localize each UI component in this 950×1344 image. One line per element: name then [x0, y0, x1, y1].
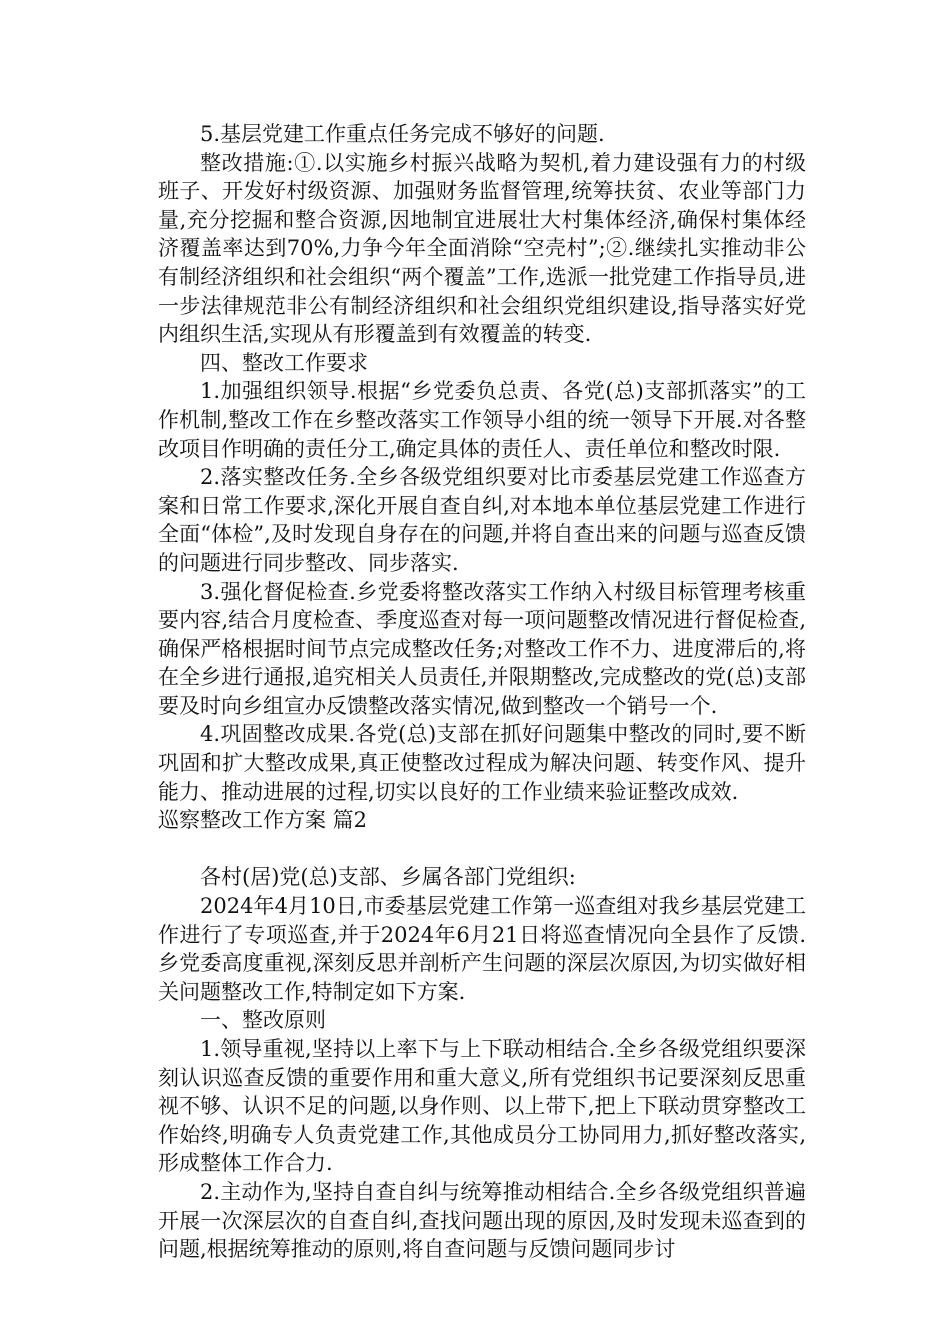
section4-title: 四、整改工作要求	[200, 350, 368, 375]
salutation: 各村(居)党(总)支部、乡属各部门党组织:	[200, 865, 576, 890]
intro-paragraph: 2024年4月10日,市委基层党建工作第一巡查组对我乡基层党建工作进行了专项巡查,并于2024年6月21日将巡查情况向全县作了反馈.乡党委高度重视,深刻反思并剖析产生问题的深层次原因,为切实做好相关问题整改工作,特制定如下方案.	[158, 894, 806, 1004]
requirement-1: 1.加强组织领导.根据“乡党委负总责、各党(总)支部抓落实”的工作机制,整改工作在乡整改落实工作领导小组的统一领导下开展.对各整改项目作明确的责任分工,确定具体的责任人、责任单位和整改时限.	[158, 379, 806, 461]
requirement-4: 4.巩固整改成果.各党(总)支部在抓好问题集中整改的同时,要不断巩固和扩大整改成果,真正使整改过程成为解决问题、转变作风、提升能力、推动进展的过程,切实以良好的工作业绩来验证整改成效.	[158, 722, 806, 804]
item5-title: 5.基层党建工作重点任务完成不够好的问题.	[200, 122, 605, 146]
principle-1: 1.领导重视,坚持以上率下与上下联动相结合.全乡各级党组织要深刻认识巡查反馈的重要作用和重大意义,所有党组织书记要深刻反思重视不够、认识不足的问题,以身作则、以上带下,把上下联动贯穿整改工作始终,明确专人负责党建工作,其他成员分工协同用力,抓好整改落实,形成整体工作合力.	[158, 1037, 806, 1176]
requirement-3: 3.强化督促检查.乡党委将整改落实工作纳入村级目标管理考核重要内容,结合月度检查、季度巡查对每一项问题整改情况进行督促检查,确保严格根据时间节点完成整改任务;对整改工作不力、进度滞后的,将在全乡进行通报,追究相关人员责任,并限期整改,完成整改的党(总)支部要及时向乡组宣办反馈整改落实情况,做到整改一个销号一个.	[158, 579, 806, 718]
section1-title: 一、整改原则	[200, 1008, 326, 1033]
item5-measures: 整改措施:①.以实施乡村振兴战略为契机,着力建设强有力的村级班子、开发好村级资源、加强财务监督管理,统筹扶贫、农业等部门力量,充分挖掘和整合资源,因地制宜进展壮大村集体经济,确保村集体经济覆盖率达到70%,力争今年全面消除“空壳村”;②.继续扎实推动非公有制经济组织和社会组织“两个覆盖”工作,选派一批党建工作指导员,进一步法律规范非公有制经济组织和社会组织党组织建设,指导落实好党内组织生活,实现从有形覆盖到有效覆盖的转变.	[158, 150, 806, 347]
document-body	[158, 120, 806, 1264]
principle-2: 2.主动作为,坚持自查自纠与统筹推动相结合.全乡各级党组织普遍开展一次深层次的自查自纠,查找问题出现的原因,及时发现未巡查到的问题,根据统筹推动的原则,将自查问题与反馈问题同步讨	[158, 1179, 806, 1262]
requirement-2: 2.落实整改任务.全乡各级党组织要对比市委基层党建工作巡查方案和日常工作要求,深化开展自查自纠,对本地本单位基层党建工作进行全面“体检”,及时发现自身存在的问题,并将自查出来的问题与巡查反馈的问题进行同步整改、同步落实.	[158, 465, 806, 575]
blank-line	[158, 835, 806, 864]
part2-title: 巡察整改工作方案 篇2	[158, 808, 368, 833]
